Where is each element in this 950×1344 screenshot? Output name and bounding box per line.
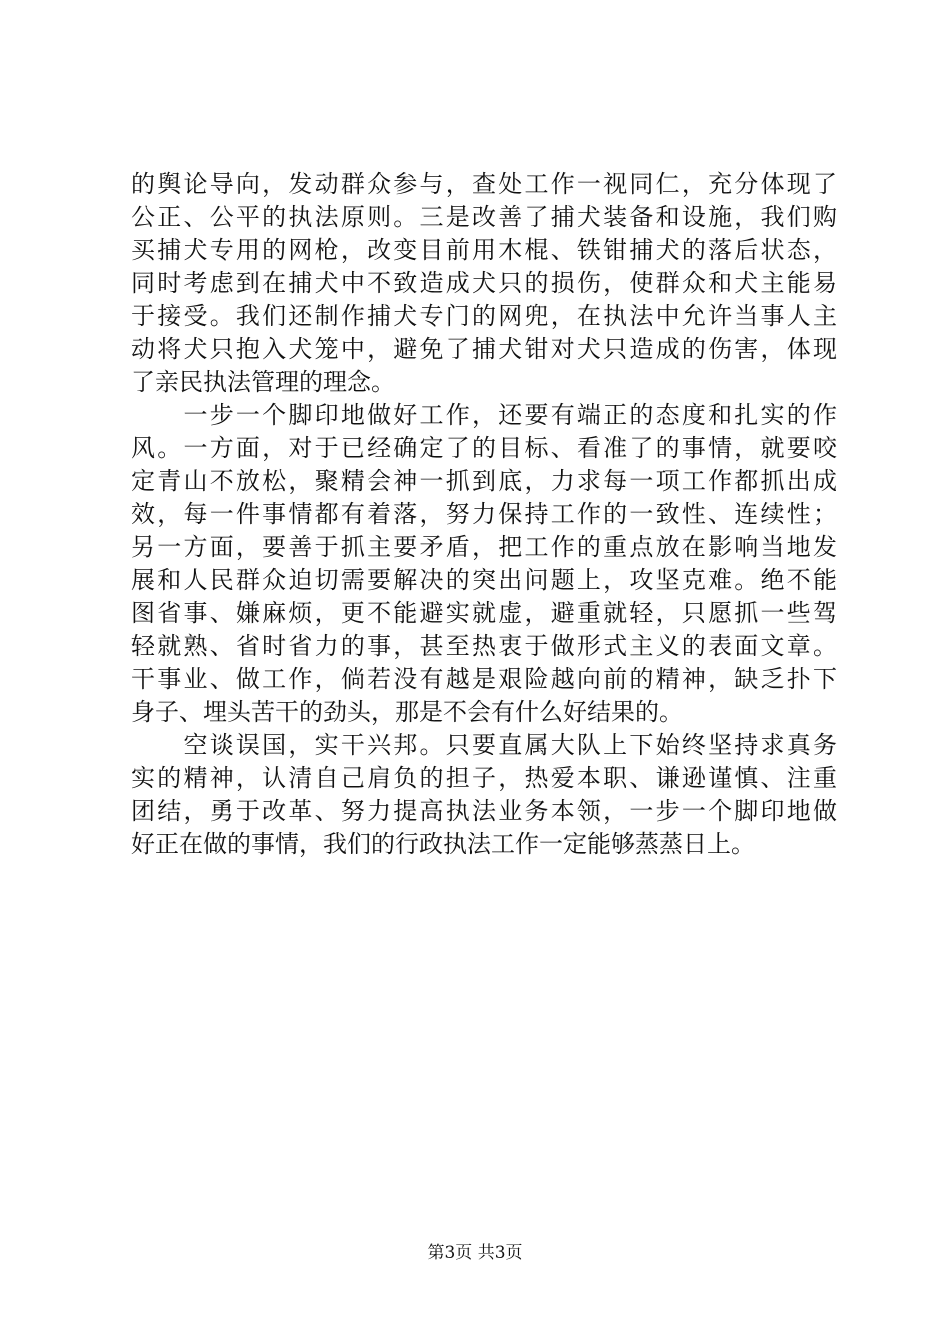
- text-line: 定青山不放松，聚精会神一抓到底，力求每一项工作都抓出成: [131, 467, 837, 495]
- text-line: 轻就熟、省时省力的事，甚至热衷于做形式主义的表面文章。: [131, 632, 837, 660]
- text-line: 同时考虑到在捕犬中不致造成犬只的损伤，使群众和犬主能易: [131, 269, 837, 297]
- page-number-footer: 第3页 共3页: [427, 1243, 523, 1263]
- text-line: 团结，勇于改革、努力提高执法业务本领，一步一个脚印地做: [131, 797, 837, 825]
- body-text: [131, 168, 837, 861]
- text-line: 空谈误国，实干兴邦。只要直属大队上下始终坚持求真务: [131, 731, 837, 759]
- text-line: 动将犬只抱入犬笼中，避免了捕犬钳对犬只造成的伤害，体现: [131, 335, 837, 363]
- text-line: 效，每一件事情都有着落，努力保持工作的一致性、连续性；: [131, 500, 837, 528]
- text-line: 一步一个脚印地做好工作，还要有端正的态度和扎实的作: [131, 401, 837, 429]
- text-line: 好正在做的事情，我们的行政执法工作一定能够蒸蒸日上。: [131, 830, 755, 858]
- text-line: 实的精神，认清自己肩负的担子，热爱本职、谦逊谨慎、注重: [131, 764, 837, 792]
- text-line: 图省事、嫌麻烦，更不能避实就虚，避重就轻，只愿抓一些驾: [131, 599, 837, 627]
- text-line: 另一方面，要善于抓主要矛盾，把工作的重点放在影响当地发: [131, 533, 837, 561]
- text-line: 的舆论导向，发动群众参与，查处工作一视同仁，充分体现了: [131, 170, 837, 198]
- text-line: 干事业、做工作，倘若没有越是艰险越向前的精神，缺乏扑下: [131, 665, 837, 693]
- text-line: 了亲民执法管理的理念。: [131, 368, 395, 396]
- text-line: 风。一方面，对于已经确定了的目标、看准了的事情，就要咬: [131, 434, 837, 462]
- text-line: 买捕犬专用的网枪，改变目前用木棍、铁钳捕犬的落后状态，: [131, 236, 837, 264]
- text-line: 于接受。我们还制作捕犬专门的网兜，在执法中允许当事人主: [131, 302, 837, 330]
- text-line: 身子、埋头苦干的劲头，那是不会有什么好结果的。: [131, 698, 683, 726]
- text-line: 展和人民群众迫切需要解决的突出问题上，攻坚克难。绝不能: [131, 566, 837, 594]
- text-line: 公正、公平的执法原则。三是改善了捕犬装备和设施，我们购: [131, 203, 837, 231]
